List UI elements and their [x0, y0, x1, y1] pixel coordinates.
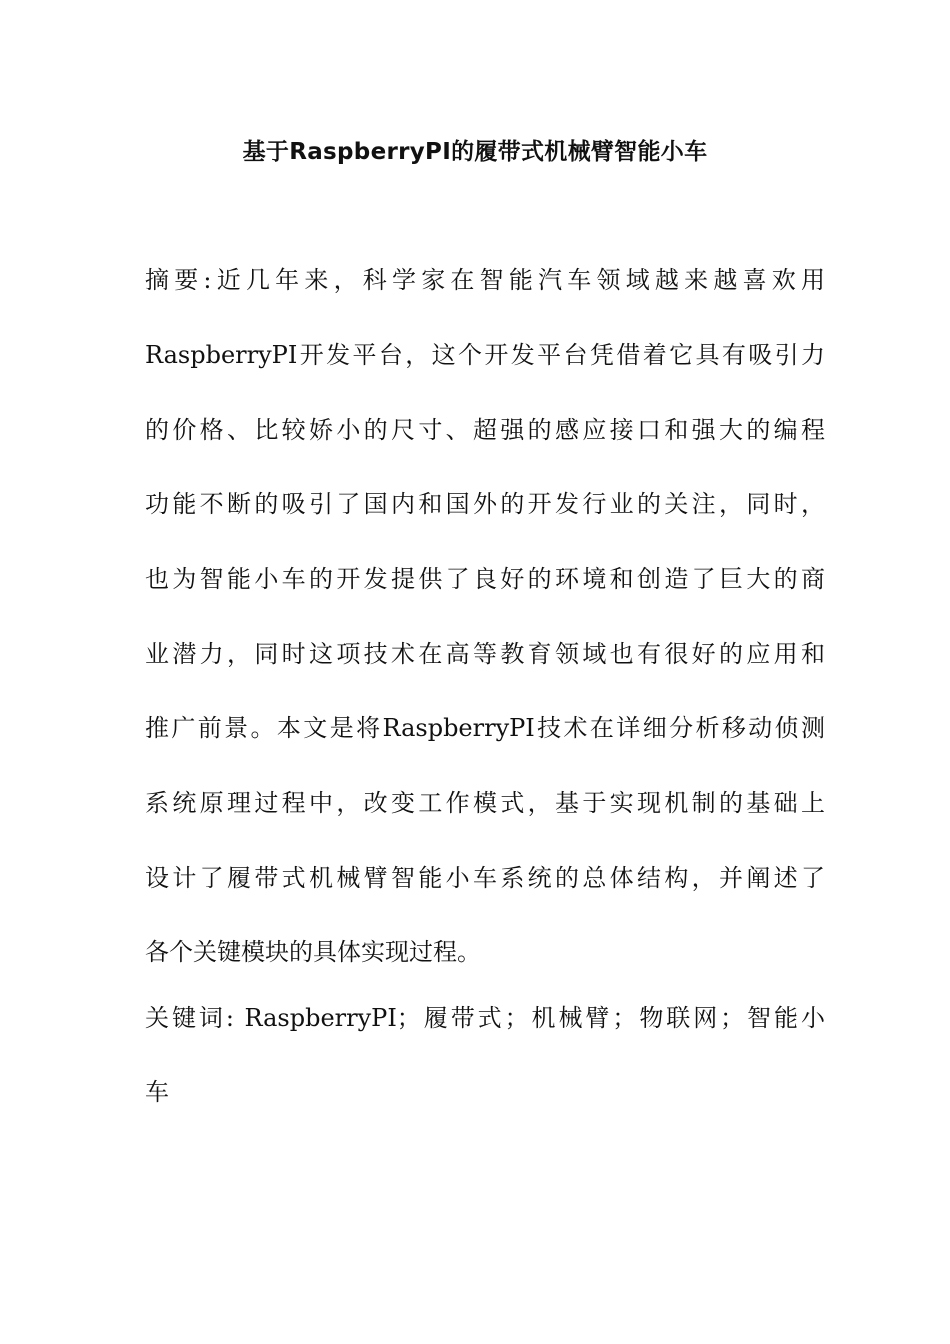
keywords-line-2: 车	[145, 1078, 169, 1106]
abstract-line-7: 推广前景。本文是将RaspberryPI技术在详细分析移动侦测	[145, 714, 825, 742]
abstract-line-9: 设计了履带式机械臂智能小车系统的总体结构，并阐述了	[145, 864, 825, 892]
abstract-line-8: 系统原理过程中，改变工作模式，基于实现机制的基础上	[145, 789, 825, 817]
keywords-line-1: 关键词: RaspberryPI；履带式；机械臂；物联网；智能小	[145, 1004, 825, 1032]
abstract-line-5: 也为智能小车的开发提供了良好的环境和创造了巨大的商	[145, 565, 825, 593]
abstract-line-10: 各个关键模块的具体实现过程。	[145, 938, 481, 966]
abstract-line-6: 业潜力，同时这项技术在高等教育领域也有很好的应用和	[145, 640, 825, 668]
document-title: 基于RaspberryPI的履带式机械臂智能小车	[242, 139, 708, 165]
abstract-line-1: 摘要:近几年来，科学家在智能汽车领域越来越喜欢用	[145, 266, 825, 294]
abstract-line-4: 功能不断的吸引了国内和国外的开发行业的关注，同时，	[145, 490, 825, 518]
abstract-line-2: RaspberryPI开发平台，这个开发平台凭借着它具有吸引力	[145, 341, 825, 369]
abstract-line-3: 的价格、比较娇小的尺寸、超强的感应接口和强大的编程	[145, 416, 825, 444]
